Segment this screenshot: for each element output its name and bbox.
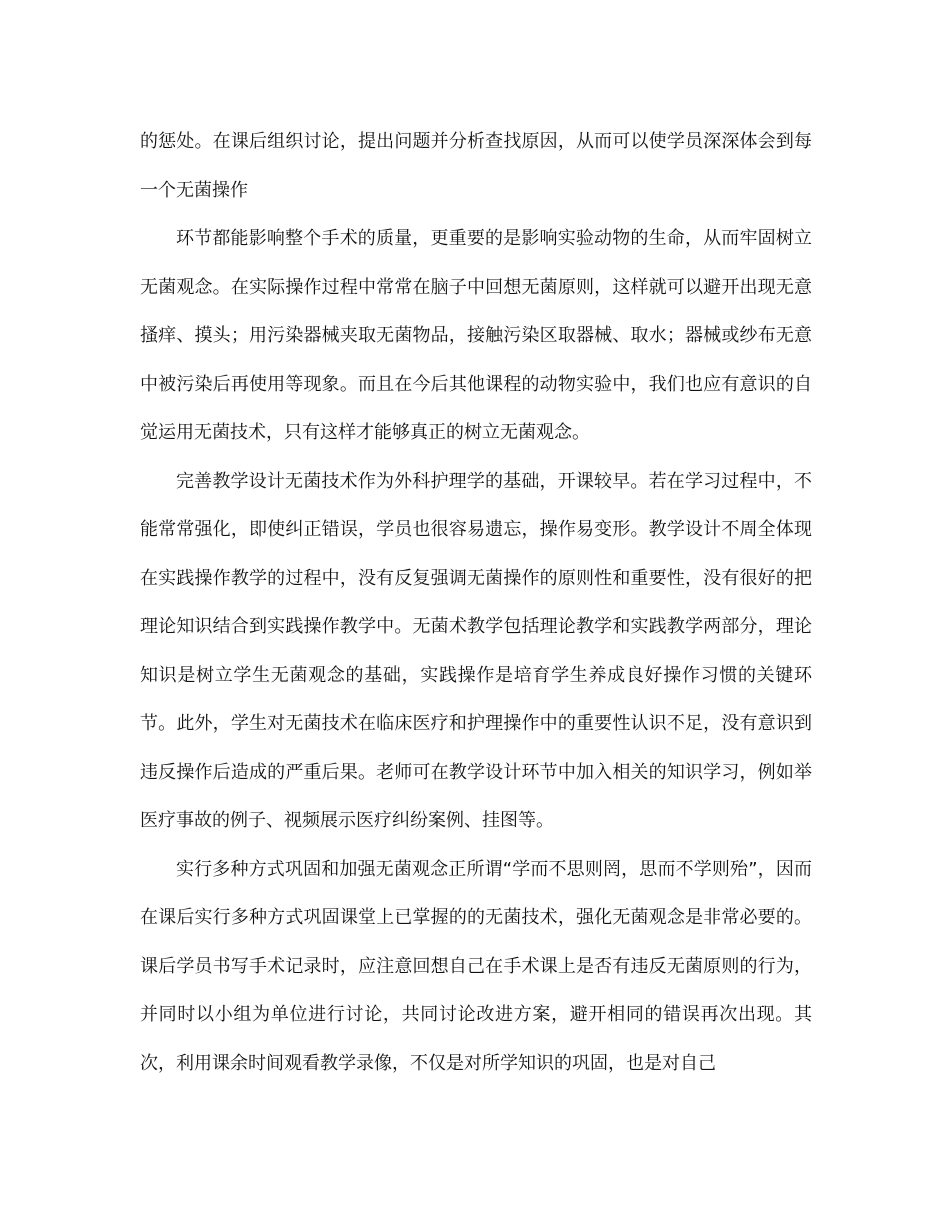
paragraph-4: 实行多种方式巩固和加强无菌观念正所谓“学而不思则罔，思而不学则殆”，因而在课后实行多种方式巩固课堂上已掌握的的无菌技术，强化无菌观念是非常必要的。课后学员书写手术记录时，应注意回想自己在手术课上是否有违反无菌原则的行为，并同时以小组为单位进行讨论，共同讨论改进方案，避开相同的错误再次出现。其次，利用课余时间观看教学录像，不仅是对所学知识的巩固，也是对自己: [140, 858, 812, 1074]
paragraph-2: 环节都能影响整个手术的质量，更重要的是影响实验动物的生命，从而牢固树立无菌观念。在实际操作过程中常常在脑子中回想无菌原则，这样就可以避开出现无意搔痒、摸头；用污染器械夹取无菌物品，接触污染区取器械、取水；器械或纱布无意中被污染后再使用等现象。而且在今后其他课程的动物实验中，我们也应有意识的自觉运用无菌技术，只有这样才能够真正的树立无菌观念。: [140, 228, 812, 443]
document-body: [140, 118, 812, 1088]
paragraph-3: 完善教学设计无菌技术作为外科护理学的基础，开课较早。若在学习过程中，不能常常强化，即使纠正错误，学员也很容易遗忘，操作易变形。教学设计不周全体现在实践操作教学的过程中，没有反复强调无菌操作的原则性和重要性，没有很好的把理论知识结合到实践操作教学中。无菌术教学包括理论教学和实践教学两部分，理论知识是树立学生无菌观念的基础，实践操作是培育学生养成良好操作习惯的关键环节。此外，学生对无菌技术在临床医疗和护理操作中的重要性认识不足，没有意识到违反操作后造成的严重后果。老师可在教学设计环节中加入相关的知识学习，例如举医疗事故的例子、视频展示医疗纠纷案例、挂图等。: [140, 470, 812, 831]
paragraph-1: 的惩处。在课后组织讨论，提出问题并分析查找原因，从而可以使学员深深体会到每一个无菌操作: [140, 131, 812, 201]
